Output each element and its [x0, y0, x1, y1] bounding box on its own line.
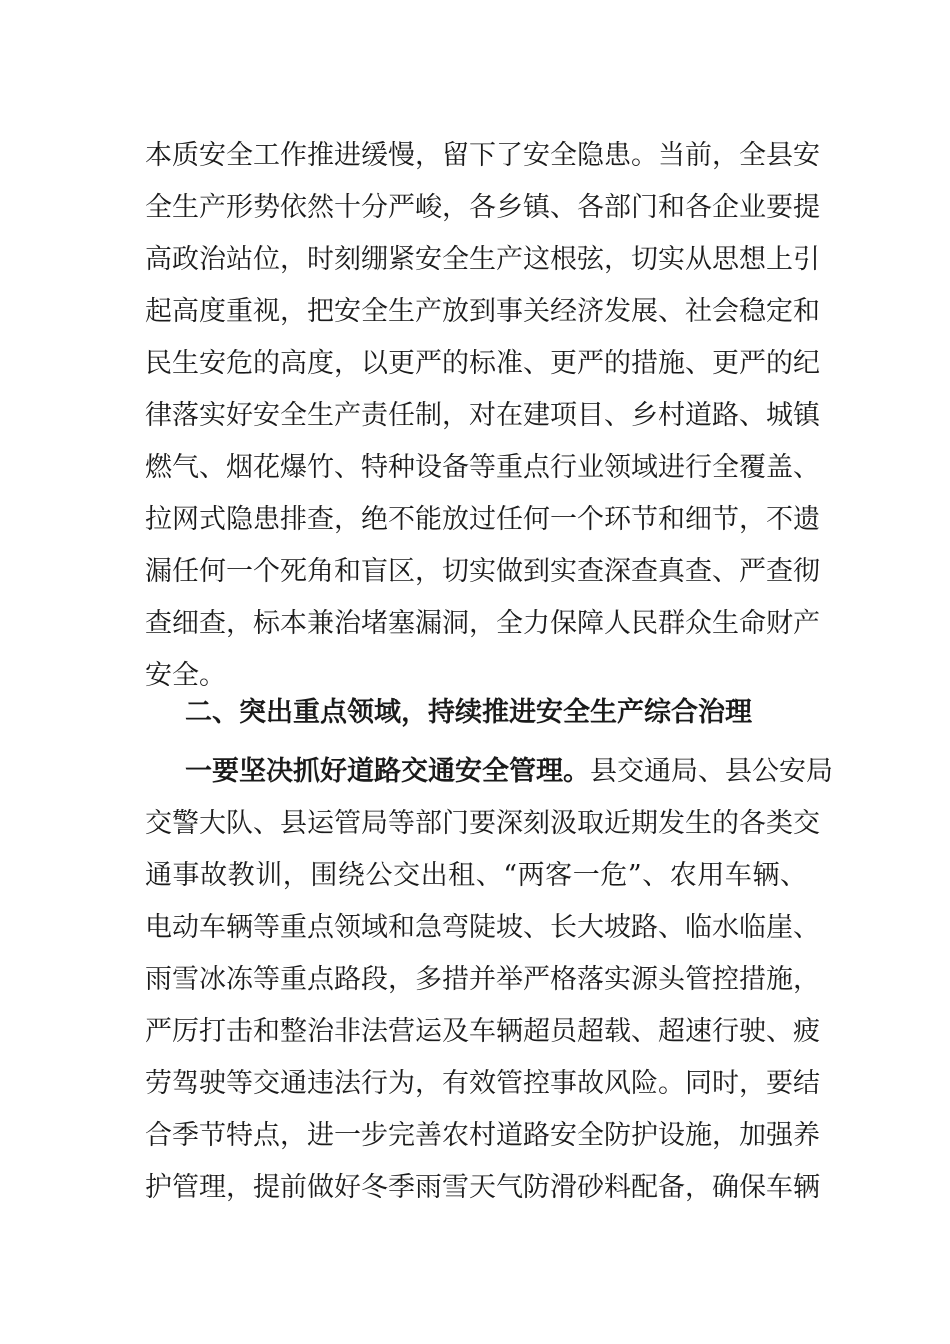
- text-line: 本质安全工作推进缓慢，留下了安全隐患。当前，全县安: [145, 140, 820, 171]
- text-line: 民生安危的高度，以更严的标准、更严的措施、更严的纪: [145, 348, 820, 379]
- text-line-first: [145, 746, 833, 798]
- text-line: 拉网式隐患排查，绝不能放过任何一个环节和细节，不遗: [145, 504, 820, 535]
- text-line: 安全。: [145, 660, 226, 691]
- text-line: 查细查，标本兼治堵塞漏洞，全力保障人民群众生命财产: [145, 608, 820, 639]
- paragraph-lead-rest: 县交通局、县公安局: [590, 756, 833, 787]
- paragraph-safety-situation: [145, 130, 820, 702]
- text-line: 劳驾驶等交通违法行为，有效管控事故风险。同时，要结: [145, 1068, 820, 1099]
- section-heading-block: [145, 687, 807, 739]
- text-line: 高政治站位，时刻绷紧安全生产这根弦，切实从思想上引: [145, 244, 820, 275]
- text-line: 严厉打击和整治非法营运及车辆超员超载、超速行驶、疲: [145, 1016, 820, 1047]
- text-line: 漏任何一个死角和盲区，切实做到实查深查真查、严查彻: [145, 556, 820, 587]
- text-line: 交警大队、县运管局等部门要深刻汲取近期发生的各类交: [145, 808, 820, 839]
- text-line: 燃气、烟花爆竹、特种设备等重点行业领域进行全覆盖、: [145, 452, 820, 483]
- section-heading: 二、突出重点领域，持续推进安全生产综合治理: [185, 697, 752, 728]
- paragraph-lead-bold: 一要坚决抓好道路交通安全管理。: [185, 756, 590, 787]
- text-line: 护管理，提前做好冬季雨雪天气防滑砂料配备，确保车辆: [145, 1172, 820, 1203]
- text-line: 通事故教训，围绕公交出租、“两客一危”、农用车辆、: [145, 860, 807, 891]
- text-line: 电动车辆等重点领域和急弯陡坡、长大坡路、临水临崖、: [145, 912, 820, 943]
- paragraph-road-traffic-safety: [145, 746, 833, 1214]
- text-line: 雨雪冰冻等重点路段，多措并举严格落实源头管控措施，: [145, 964, 820, 995]
- text-line: 律落实好安全生产责任制，对在建项目、乡村道路、城镇: [145, 400, 820, 431]
- text-line: 合季节特点，进一步完善农村道路安全防护设施，加强养: [145, 1120, 820, 1151]
- text-line: 全生产形势依然十分严峻，各乡镇、各部门和各企业要提: [145, 192, 820, 223]
- text-line: 起高度重视，把安全生产放到事关经济发展、社会稳定和: [145, 296, 820, 327]
